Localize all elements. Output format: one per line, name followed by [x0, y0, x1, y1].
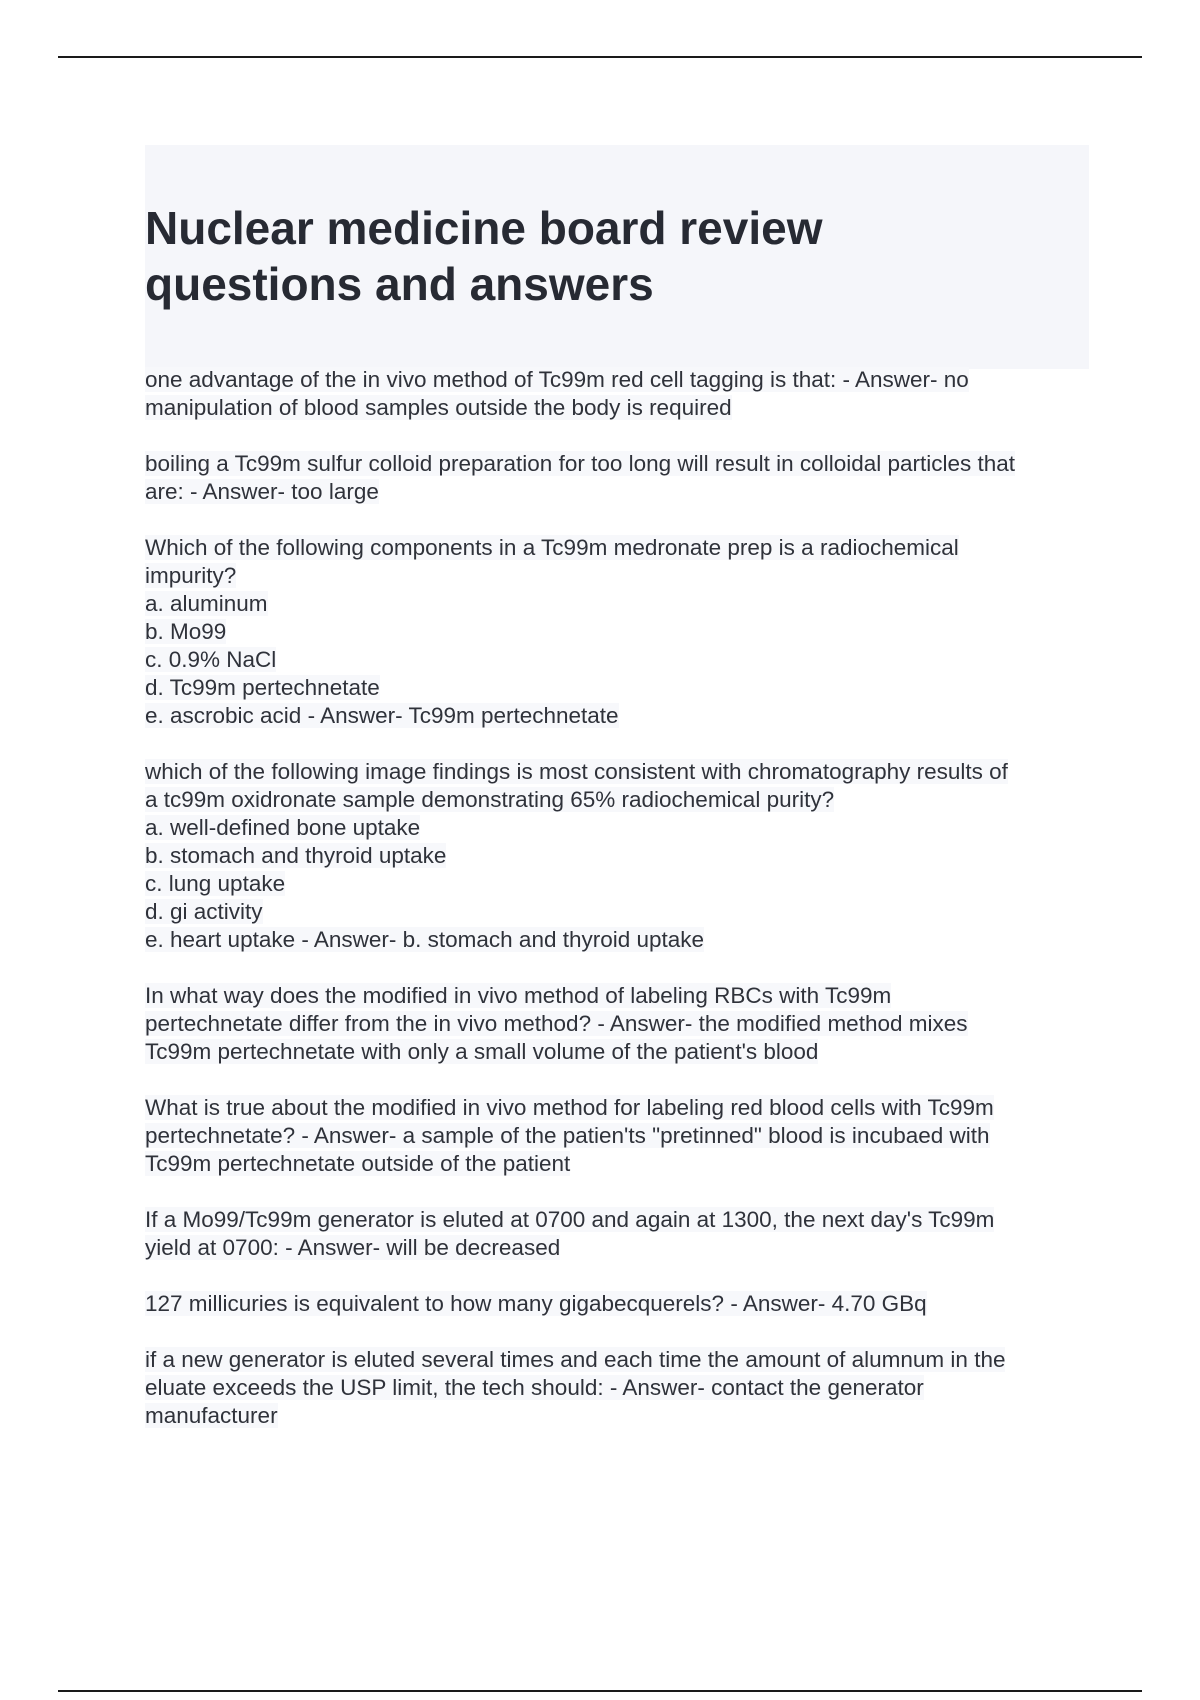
qa-line — [145, 982, 1090, 1010]
qa-line — [145, 618, 1090, 646]
qa-line — [145, 758, 1090, 786]
qa-line-text: eluate exceeds the USP limit, the tech should: - Answer- contact the generator — [145, 1375, 924, 1400]
qa-line — [145, 842, 1090, 870]
qa-line-text: d. Tc99m pertechnetate — [145, 675, 380, 700]
qa-line-text: b. Mo99 — [145, 619, 227, 644]
qa-line-text: if a new generator is eluted several times and each time the amount of alumnum in the — [145, 1347, 1006, 1372]
qa-line-text: a. well-defined bone uptake — [145, 815, 421, 840]
qa-line-text: boiling a Tc99m sulfur colloid preparation for too long will result in colloidal particles that — [145, 451, 1016, 476]
qa-line — [145, 478, 1090, 506]
qa-line-text: c. 0.9% NaCl — [145, 647, 277, 672]
qa-item — [145, 982, 1090, 1066]
qa-line — [145, 786, 1090, 814]
qa-line-text: impurity? — [145, 563, 237, 588]
qa-line — [145, 1402, 1090, 1430]
qa-item — [145, 1206, 1090, 1262]
qa-line — [145, 1346, 1090, 1374]
title-line: Nuclear medicine board review — [145, 202, 823, 254]
qa-line-text: a. aluminum — [145, 591, 268, 616]
qa-line — [145, 898, 1090, 926]
qa-line-text: In what way does the modified in vivo method of labeling RBCs with Tc99m — [145, 983, 892, 1008]
qa-line — [145, 1234, 1090, 1262]
qa-line — [145, 674, 1090, 702]
qa-line-text: pertechnetate differ from the in vivo method? - Answer- the modified method mixes — [145, 1011, 968, 1036]
bottom-rule — [58, 1690, 1142, 1692]
qa-line — [145, 366, 1090, 394]
qa-line-text: e. ascrobic acid - Answer- Tc99m pertechnetate — [145, 703, 619, 728]
qa-line-text: If a Mo99/Tc99m generator is eluted at 0700 and again at 1300, the next day's Tc99m — [145, 1207, 995, 1232]
qa-line-text: What is true about the modified in vivo method for labeling red blood cells with Tc99m — [145, 1095, 994, 1120]
qa-item — [145, 1094, 1090, 1178]
qa-line-text: d. gi activity — [145, 899, 263, 924]
qa-line — [145, 1206, 1090, 1234]
title-line: questions and answers — [145, 258, 654, 310]
qa-line — [145, 1010, 1090, 1038]
qa-line — [145, 1290, 1090, 1318]
qa-line — [145, 1122, 1090, 1150]
qa-line-text: Which of the following components in a Tc99m medronate prep is a radiochemical — [145, 535, 959, 560]
qa-line — [145, 1374, 1090, 1402]
qa-line — [145, 534, 1090, 562]
qa-line — [145, 1094, 1090, 1122]
qa-line-text: one advantage of the in vivo method of Tc99m red cell tagging is that: - Answer- no — [145, 367, 969, 392]
qa-line-text: Tc99m pertechnetate outside of the patient — [145, 1151, 571, 1176]
qa-line-text: 127 millicuries is equivalent to how many gigabecquerels? - Answer- 4.70 GBq — [145, 1291, 927, 1316]
qa-line-text: which of the following image findings is most consistent with chromatography results of — [145, 759, 1008, 784]
qa-line — [145, 870, 1090, 898]
qa-line — [145, 590, 1090, 618]
qa-list — [145, 366, 1090, 1458]
qa-line — [145, 394, 1090, 422]
qa-item — [145, 450, 1090, 506]
qa-line — [145, 926, 1090, 954]
qa-line — [145, 646, 1090, 674]
qa-item — [145, 1290, 1090, 1318]
qa-line-text: a tc99m oxidronate sample demonstrating 65% radiochemical purity? — [145, 787, 835, 812]
top-rule — [58, 56, 1142, 58]
qa-line — [145, 814, 1090, 842]
qa-line — [145, 562, 1090, 590]
qa-line-text: Tc99m pertechnetate with only a small volume of the patient's blood — [145, 1039, 819, 1064]
qa-line — [145, 450, 1090, 478]
qa-line — [145, 1038, 1090, 1066]
qa-line-text: c. lung uptake — [145, 871, 286, 896]
qa-item — [145, 366, 1090, 422]
qa-item — [145, 758, 1090, 954]
qa-line-text: yield at 0700: - Answer- will be decreased — [145, 1235, 561, 1260]
qa-line-text: pertechnetate? - Answer- a sample of the patien'ts "pretinned" blood is incubaed with — [145, 1123, 990, 1148]
qa-line-text: b. stomach and thyroid uptake — [145, 843, 447, 868]
qa-line — [145, 1150, 1090, 1178]
qa-line-text: e. heart uptake - Answer- b. stomach and thyroid uptake — [145, 927, 705, 952]
qa-item — [145, 1346, 1090, 1430]
qa-line-text: manufacturer — [145, 1403, 278, 1428]
qa-item — [145, 534, 1090, 730]
page-title — [145, 200, 1045, 312]
qa-line — [145, 702, 1090, 730]
qa-line-text: are: - Answer- too large — [145, 479, 379, 504]
qa-line-text: manipulation of blood samples outside the body is required — [145, 395, 732, 420]
